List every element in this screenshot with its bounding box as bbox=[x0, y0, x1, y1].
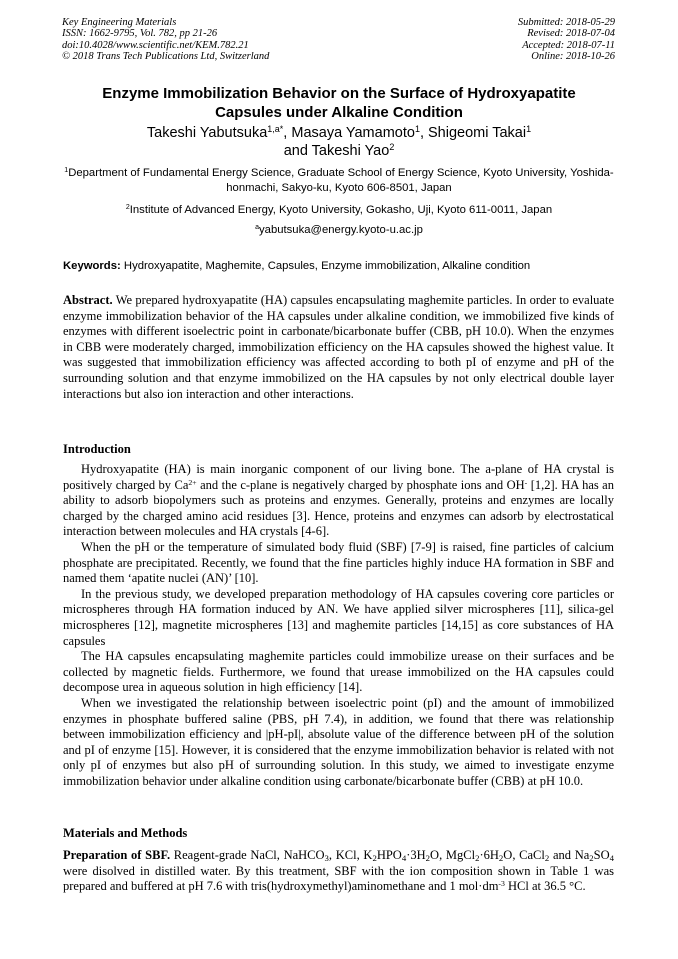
author-2-affil: 1 bbox=[414, 124, 420, 135]
mm-text: ·6H bbox=[479, 848, 499, 862]
author-line-1: Takeshi Yabutsuka$^{1,a*}$, Masaya Yamamoto$^1$, Shigeomi Takai$^1$ bbox=[146, 124, 532, 141]
intro-p1-sup-ca: 2+ bbox=[188, 477, 197, 487]
intro-p1-part-c: [1,2]. HA has an ability to adsorb biopolymers such as proteins and enzymes. Generally, proteins and enzymes are locally charged by the charged amino acid residues [3]. Hence, proteins and enzymes can adsorb by electrostatical interaction between molecules and HA crystals [4-6]. bbox=[63, 477, 614, 539]
journal-header-right bbox=[518, 17, 615, 62]
abstract-label: Abstract. bbox=[63, 293, 113, 307]
intro-paragraph: In the previous study, we developed preparation methodology of HA capsules covering core particles or microspheres through HA formation induced by AN. We have applied silver microspheres [11], silica-gel microspheres [12], magnetite microspheres [13] and maghemite particles [14,15] as core substances of HA capsules bbox=[63, 586, 614, 648]
mm-text: HPO bbox=[376, 848, 402, 862]
intro-p1-part-a: Hydroxyapatite (HA) is main inorganic component of our living bone. The a-plane of HA crystal is positively charged by Ca bbox=[63, 462, 614, 492]
title-line-2: Capsules under Alkaline Condition bbox=[215, 104, 463, 121]
mm-text: were disolved in distilled water. By this treatment, SBF with the ion composition shown in Table 1 was prepared and buffered at pH 7.6 with tris(hydroxymethyl)aminomethane and 1 mol·dm bbox=[63, 863, 614, 894]
journal-issn: ISSN: 1662-9795, Vol. 782, pp 21-26 bbox=[62, 28, 218, 40]
mm-subscript: 2 bbox=[498, 852, 504, 863]
email-address: yabutsuka@energy.kyoto-u.ac.jp bbox=[259, 224, 423, 236]
mm-paragraph bbox=[63, 848, 614, 895]
paper-title bbox=[60, 84, 618, 122]
affiliation-1-mark: 1 bbox=[64, 167, 69, 175]
sbf-subheading: Preparation of SBF. bbox=[63, 848, 171, 862]
intro-paragraph: When the pH or the temperature of simulated body fluid (SBF) [7-9] is raised, fine particles of calcium phosphate are precipitated. Recently, we found that the fine particles highly induce HA formation in SBF and named them ‘apatite nuclei (AN)’ [10]. bbox=[63, 539, 614, 586]
intro-p1-part-b: and the c-plane is negatively charged by phosphate ions and OH bbox=[196, 477, 525, 492]
mm-text: O, MgCl bbox=[430, 848, 476, 862]
mm-text: HCl at 36.5 °C. bbox=[504, 879, 586, 894]
keywords-text: Hydroxyapatite, Maghemite, Capsules, Enzyme immobilization, Alkaline condition bbox=[123, 260, 531, 272]
affiliation-2-mark: 2 bbox=[125, 204, 130, 212]
introduction-body bbox=[63, 462, 614, 789]
corresponding-email bbox=[60, 223, 618, 238]
materials-methods-body bbox=[63, 848, 614, 895]
intro-paragraph: When we investigated the relationship between isoelectric point (pI) and the amount of immobilized enzymes in phosphate buffered saline (PBS, pH 7.4), in addition, we found that there was relationship between immobilization efficiency and |pH-pI|, absolute value of the difference between pH of the solution and pI of enzyme [15]. However, it is considered that the enzyme immobilization behavior is related with not only pI of enzymes but also pH of surrounding solution. In this study, we aimed to investigate enzyme immobilization behavior under alkaline condition using carbonate/bicarbonate buffer (CBB) at pH 10.0. bbox=[63, 695, 614, 788]
author-4: and Takeshi Yao bbox=[283, 143, 390, 159]
mm-superscript: -3 bbox=[498, 878, 505, 888]
author-1: Takeshi Yabutsuka bbox=[146, 125, 268, 141]
materials-methods-heading: Materials and Methods bbox=[63, 826, 188, 840]
author-4-affil: 2 bbox=[389, 142, 395, 153]
mm-subscript: 4 bbox=[609, 852, 615, 863]
mm-text: SO bbox=[593, 848, 610, 862]
author-3-affil: 1 bbox=[526, 124, 532, 135]
abstract-text: We prepared hydroxyapatite (HA) capsules encapsulating maghemite particles. In order to evaluate enzyme immobilization behavior of the HA capsules under alkaline condition, we immobilized five kinds of enzymes with different isoelectric point in carbonate/bicarbonate buffer (CBB, pH 10.0). When the enzymes in CBB were moderately charged, immobilization efficiency on the HA capsules showed the highest value. It was suggested that immobilization efficiency was affected according to both pI of enzyme and pH of the surrounding solution and that enzyme immobilized on the HA capsules by not only electrical double layer interactions but also ion interaction and other interactions. bbox=[63, 293, 614, 401]
keywords-label: Keywords: bbox=[63, 260, 121, 272]
intro-paragraph bbox=[63, 462, 614, 540]
affiliation-2 bbox=[60, 203, 618, 218]
keywords bbox=[63, 259, 619, 274]
mm-subscript: 2 bbox=[475, 852, 480, 863]
author-1-affil: 1,a* bbox=[267, 124, 284, 135]
journal-name: Key Engineering Materials bbox=[62, 17, 177, 28]
affiliation-2-text: Institute of Advanced Energy, Kyoto University, Gokasho, Uji, Kyoto 611-0011, Japan bbox=[129, 204, 553, 216]
mm-text: ·3H bbox=[406, 848, 426, 862]
mm-text: and Na bbox=[549, 848, 590, 862]
introduction-heading: Introduction bbox=[63, 442, 131, 456]
mm-subscript: 2 bbox=[589, 852, 594, 863]
mm-subscript: 2 bbox=[425, 852, 431, 863]
date-online: Online: 2018-10-26 bbox=[531, 50, 615, 62]
author-3: Shigeomi Takai bbox=[428, 125, 527, 141]
mm-subscript: 4 bbox=[401, 852, 407, 863]
mm-subscript: 2 bbox=[544, 852, 550, 863]
journal-copyright: © 2018 Trans Tech Publications Ltd, Switzerland bbox=[62, 50, 270, 62]
mm-subscript: 3 bbox=[324, 852, 329, 863]
date-revised: Revised: 2018-07-04 bbox=[527, 28, 615, 40]
mm-text: Reagent-grade NaCl, NaHCO bbox=[170, 848, 325, 862]
intro-paragraph: The HA capsules encapsulating maghemite particles could immobilize urease on their surfaces and be collected by magnetic fields. Furthermore, we found that urease immobilized on the HA capsules could decompose urea in aqueous solution in high efficiency [14]. bbox=[63, 649, 614, 695]
mm-subscript: 2 bbox=[372, 852, 377, 863]
author-list bbox=[60, 124, 618, 160]
journal-header-left bbox=[62, 17, 269, 62]
title-line-1: Enzyme Immobilization Behavior on the Surface of Hydroxyapatite bbox=[102, 85, 576, 102]
affiliation-1-text: Department of Fundamental Energy Science, Graduate School of Energy Science, Kyoto University, Yoshida-honmachi, Sakyo-ku, Kyoto 606-8501, Japan bbox=[68, 167, 614, 194]
date-submitted: Submitted: 2018-05-29 bbox=[517, 17, 615, 28]
email-mark: a bbox=[255, 224, 260, 232]
abstract bbox=[63, 293, 614, 402]
date-accepted: Accepted: 2018-07-11 bbox=[522, 39, 615, 51]
mm-text: O, CaCl bbox=[503, 848, 545, 862]
mm-text: , KCl, K bbox=[328, 848, 373, 862]
author-line-2 bbox=[60, 142, 618, 160]
intro-p1-sup-oh: - bbox=[524, 477, 528, 487]
journal-doi: doi:10.4028/www.scientific.net/KEM.782.21 bbox=[62, 39, 249, 51]
affiliation-1 bbox=[60, 166, 618, 196]
author-2: Masaya Yamamoto bbox=[291, 125, 415, 141]
